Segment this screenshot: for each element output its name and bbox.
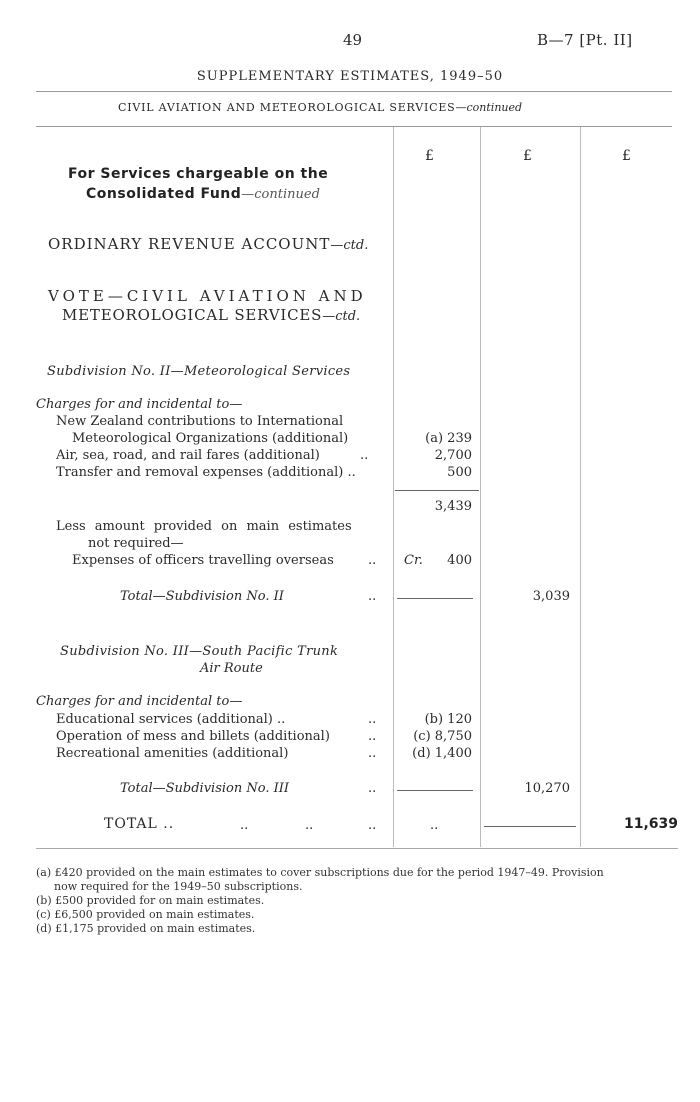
sub2-item-3-label: Transfer and removal expenses (additional) ..: [56, 465, 356, 480]
grand-total-col2-dash: [484, 826, 576, 827]
subdivision-3-charges-heading: Charges for and incidental to—: [36, 694, 243, 709]
sub2-item-2-leader: ..: [360, 448, 369, 463]
column-divider-2: [480, 127, 481, 847]
footnote-rule: [36, 848, 678, 849]
page-title: SUPPLEMENTARY ESTIMATES, 1949–50: [196, 69, 504, 84]
less-line1: Less amount provided on main estimates: [56, 519, 352, 534]
sub2-item-1-amount: (a) 239: [425, 431, 472, 446]
footnote-d: (d) £1,175 provided on main estimates.: [36, 922, 256, 935]
page-number: 49: [343, 31, 363, 49]
sub2-total-col1-dash: [397, 598, 473, 599]
sub3-item-2-amount: (c) 8,750: [413, 729, 472, 744]
sub3-item-3-leader: ..: [368, 746, 377, 761]
sub3-item-1-amount: (b) 120: [424, 712, 472, 727]
grand-total-label: TOTAL ..: [104, 816, 175, 832]
sub3-total-leader: ..: [368, 781, 377, 796]
sub3-item-2-label: Operation of mess and billets (additional): [56, 729, 330, 744]
sub3-total-label: Total—Subdivision No. III: [120, 781, 290, 796]
sub2-item-1-line2: Meteorological Organizations (additional): [72, 431, 349, 446]
sub2-total-leader: ..: [368, 589, 377, 604]
footnote-a-line1: (a) £420 provided on the main estimates to cover subscriptions due for the period 1947–49. Provision: [36, 866, 604, 879]
grand-total-leader-3: ..: [368, 818, 377, 833]
subdivision-2-charges-heading: Charges for and incidental to—: [36, 397, 243, 412]
sub3-item-3-label: Recreational amenities (additional): [56, 746, 289, 761]
sub2-total-label: Total—Subdivision No. II: [120, 589, 284, 604]
grand-total-leader-1: ..: [240, 818, 249, 833]
column-divider-3: [580, 127, 581, 847]
sub3-item-3-amount: (d) 1,400: [412, 746, 472, 761]
document-reference: B—7 [Pt. II]: [537, 31, 633, 49]
sub2-subtotal: 3,439: [434, 499, 472, 514]
sub3-total-amount: 10,270: [524, 781, 570, 796]
currency-header-col2: £: [523, 148, 532, 164]
footnote-a-line2: now required for the 1949–50 subscriptions.: [54, 880, 303, 893]
less-item-label: Expenses of officers travelling overseas: [72, 553, 334, 568]
grand-total-leader-2: ..: [305, 818, 314, 833]
less-item-amount: 400: [447, 553, 472, 568]
section-heading-line2: Consolidated Fund—continued: [86, 186, 320, 202]
column-divider-1: [393, 127, 394, 847]
title-rule: [36, 91, 672, 92]
subtotal-rule: [395, 490, 479, 491]
less-item-leader: ..: [368, 553, 377, 568]
sub2-item-2-label: Air, sea, road, and rail fares (additional): [56, 448, 320, 463]
subdivision-2-title: Subdivision No. II—Meteorological Services: [47, 364, 351, 379]
less-credit-prefix: Cr.: [404, 553, 423, 568]
sub3-item-2-leader: ..: [368, 729, 377, 744]
sub2-total-amount: 3,039: [532, 589, 570, 604]
grand-total-col1-leader: ..: [430, 818, 439, 833]
currency-header-col3: £: [622, 148, 631, 164]
subdivision-3-title-line1: Subdivision No. III—South Pacific Trunk: [60, 644, 339, 659]
footnote-c: (c) £6,500 provided on main estimates.: [36, 908, 255, 921]
less-line2: not required—: [88, 536, 184, 551]
vote-heading-line1: VOTE—CIVIL AVIATION AND: [48, 287, 367, 305]
account-heading: ORDINARY REVENUE ACCOUNT—ctd.: [48, 235, 369, 253]
section-heading-line1: For Services chargeable on the: [68, 166, 329, 182]
vote-heading-line2: METEOROLOGICAL SERVICES—ctd.: [62, 306, 361, 324]
currency-header-col1: £: [425, 148, 434, 164]
section-subtitle: CIVIL AVIATION AND METEOROLOGICAL SERVICES—continued: [118, 101, 523, 114]
sub2-item-3-amount: 500: [447, 465, 472, 480]
grand-total-amount: 11,639: [623, 816, 678, 832]
sub3-item-1-leader: ..: [368, 712, 377, 727]
sub2-item-1-line1: New Zealand contributions to International: [56, 414, 344, 429]
sub3-item-1-label: Educational services (additional) ..: [56, 712, 286, 727]
sub3-total-col1-dash: [397, 790, 473, 791]
sub2-item-2-amount: 2,700: [434, 448, 472, 463]
subdivision-3-title-line2: Air Route: [200, 661, 263, 676]
footnote-b: (b) £500 provided for on main estimates.: [36, 894, 265, 907]
subtitle-rule: [36, 126, 672, 127]
